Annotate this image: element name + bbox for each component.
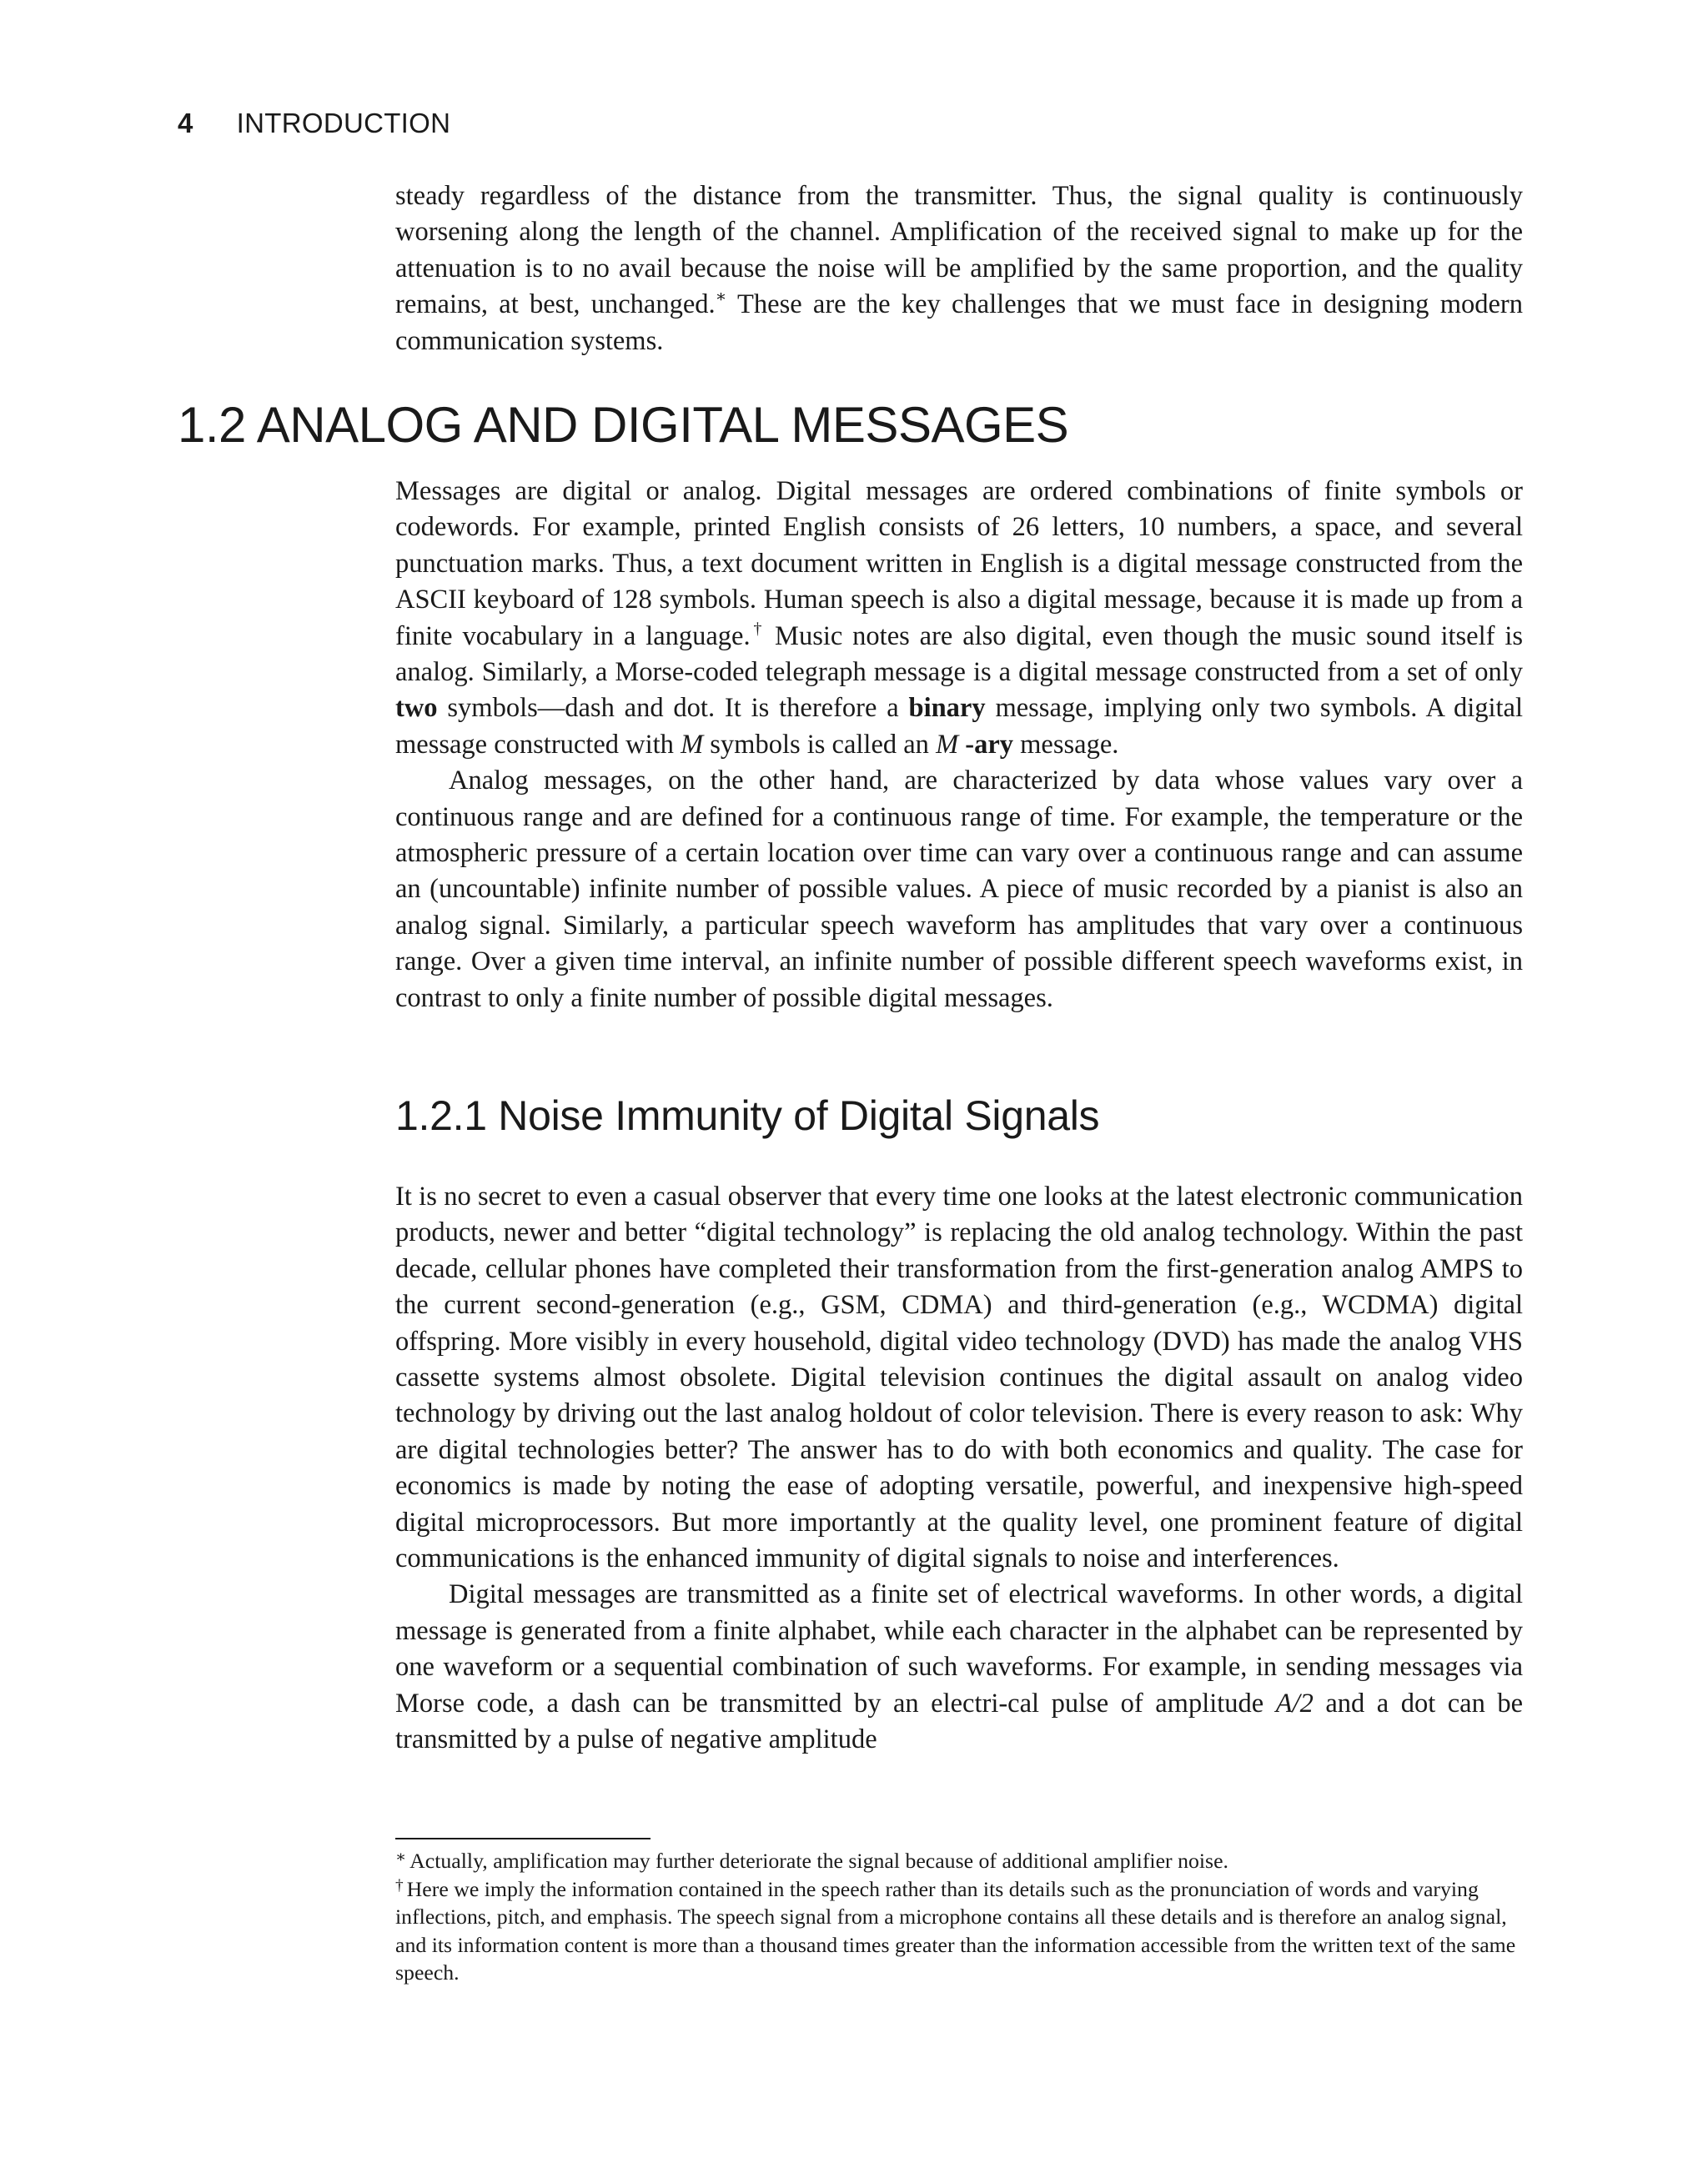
body-text: message. [1013,729,1119,760]
bold-term: two [395,693,438,724]
body-text: Music notes are also digital, even though the music sound itself is analog. Similarly, a Morse-coded telegraph message is a digital message constructed from a set of only [395,620,1523,688]
intro-text: steady regardless of the distance from the transmitter. Thus, the signal quality is continuously worsening along the length of the channel. Amplification of the received signal to make up for the attenuation is to no avail because the noise will be amplified by the same proportion, and the quality remains, at best, unchanged. [395,181,1523,320]
running-head [178,107,450,140]
subsection-body [395,1179,1523,1759]
body-text: Digital messages are transmitted as a finite set of electrical waveforms. In other words, a digital message is generated from a finite alphabet, while each character in the alphabet can be represented by one waveform or a sequential combination of such waveforms. For example, in sending messages via Morse code, a dash can be transmitted by an electri-cal pulse of amplitude [395,1579,1523,1719]
body-paragraph: It is no secret to even a casual observer that every time one looks at the latest electronic communication products, newer and better “digital technology” is replacing the old analog technology. Within the past decade, cellular phones have completed their transformation from the first-generation analog AMPS to the current second-generation (e.g., GSM, CDMA) and third-generation (e.g., WCDMA) digital offspring. More visibly in every household, digital video technology (DVD) has made the analog VHS cassette systems almost obsolete. Digital television continues the digital assault on analog video technology by driving out the last analog holdout of color television. There is every reason to ask: Why are digital technologies better? The answer has to do with both economics and quality. The case for economics is made by noting the ease of adopting versatile, powerful, and inexpensive high-speed digital microprocessors. But more importantly at the quality level, one prominent feature of digital communications is the enhanced immunity of digital signals to noise and interferences. [395,1182,1523,1574]
bold-term: -ary [958,729,1014,760]
body-text: symbols—dash and dot. It is therefore a [437,693,909,724]
body-text: Messages are digital or analog. Digital messages are ordered combinations of finite symbols or codewords. For example, printed English consists of 26 letters, 10 numbers, a space, and several punctuation marks. Thus, a text document written in English is a digital message constructed from the ASCII keyboard of 128 symbols. Human speech is also a digital message, because it is made up from a finite vocabulary in a language. [395,476,1523,651]
section-heading: 1.2 ANALOG AND DIGITAL MESSAGES [178,397,1069,453]
footnote-item [395,1875,1523,1987]
section-body [395,474,1523,1016]
body-text: symbols is called an [703,729,937,760]
footnote-text: Actually, amplification may further deteriorate the signal because of additional amplifier noise. [409,1849,1228,1873]
math-expression: A/2 [1275,1688,1314,1719]
footnote-divider [395,1838,651,1839]
footnote-ref: ∗ [715,288,727,307]
math-variable: M [936,729,959,760]
intro-paragraph-block [395,178,1523,359]
chapter-title: INTRODUCTION [236,108,451,138]
body-paragraph [395,474,1523,763]
body-paragraph [395,1577,1523,1758]
footnote-mark: ∗ [395,1849,407,1867]
bold-term: binary [908,693,986,724]
page-number: 4 [178,108,193,138]
math-variable: M [681,729,704,760]
body-paragraph: Analog messages, on the other hand, are characterized by data whose values vary over a continuous range and are defined for a continuous range of time. For example, the temperature or the atmospheric pressure of a certain location over time can vary over a continuous range and can assume an (uncountable) infinite number of possible values. A piece of music recorded by a pianist is also an analog signal. Similarly, a particular speech waveform has amplitudes that vary over a continuous range. Over a given time interval, an infinite number of possible different speech waveforms exist, in contrast to only a finite number of possible digital messages. [395,765,1523,1013]
footnote-text: Here we imply the information contained in the speech rather than its details such as the pronunciation of words and varying inflections, pitch, and emphasis. The speech signal from a microphone contains all these details and is therefore an analog signal, and its information content is more than a thousand times greater than the information accessible from the written text of the same speech. [395,1876,1516,1985]
intro-text: These are the key challenges that we must face in designing modern communication systems. [395,289,1523,356]
body-text: message, implying only two symbols. A digital message constructed with [395,693,1524,760]
intro-paragraph [395,178,1523,359]
footnote-mark: † [395,1876,404,1894]
body-text: and a dot can be transmitted by a pulse of negative amplitude [395,1688,1524,1755]
footnote-ref: † [750,619,766,638]
footnotes [395,1847,1523,1987]
subsection-heading: 1.2.1 Noise Immunity of Digital Signals [395,1092,1100,1139]
footnote-item [395,1847,1523,1875]
